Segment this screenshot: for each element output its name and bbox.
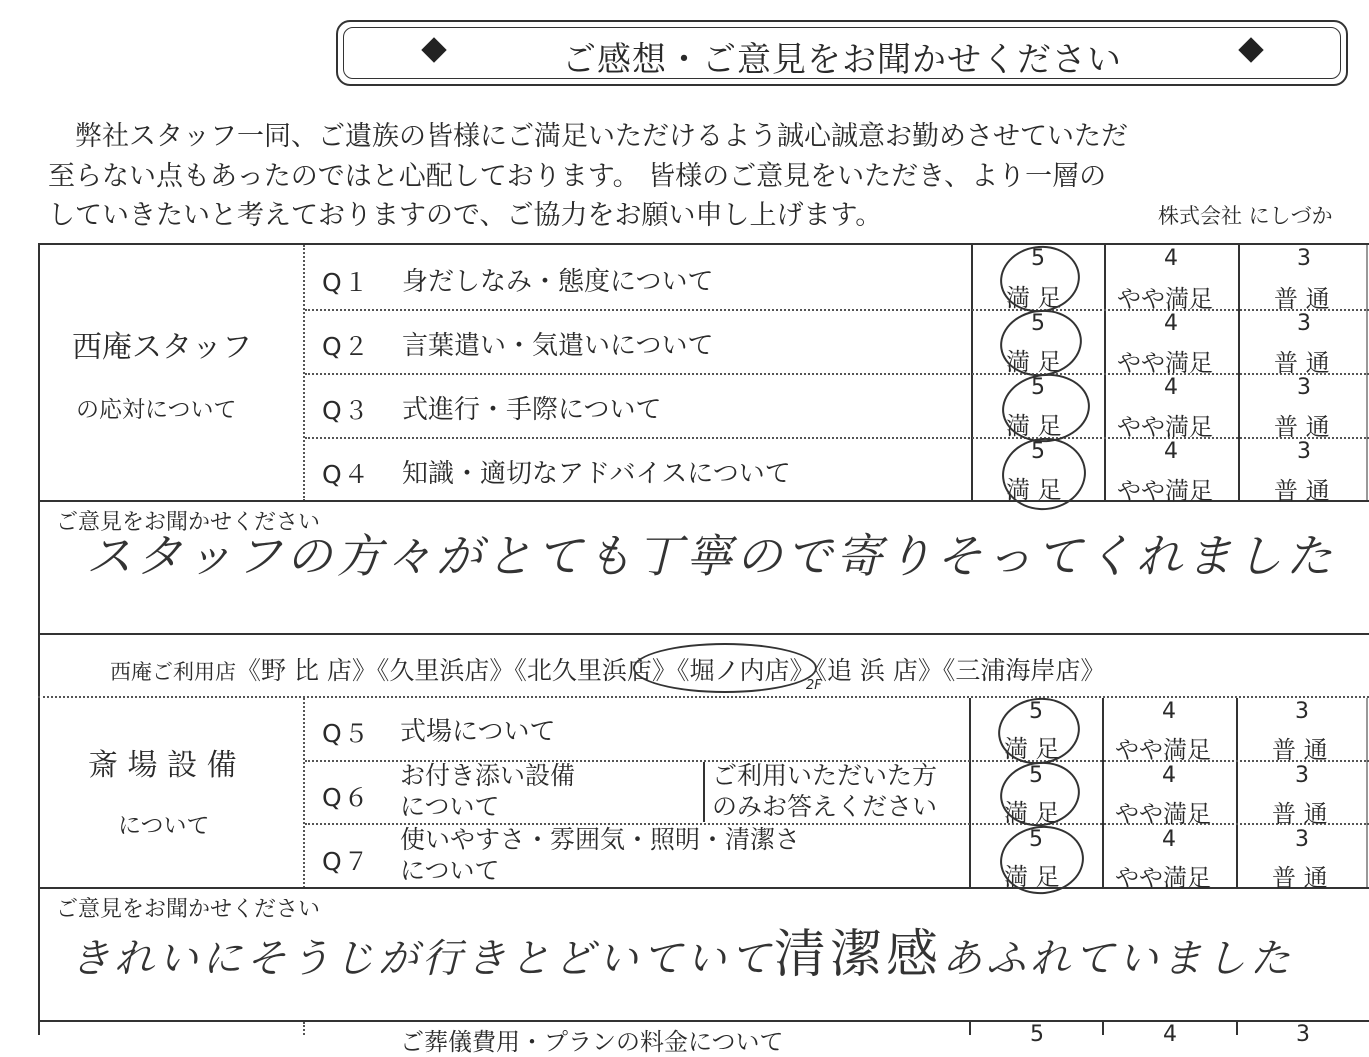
comment-part-2: 清潔感	[774, 925, 943, 985]
rating-5-label[interactable]: 満 足	[1004, 799, 1060, 827]
store-option-kitakurihama[interactable]: 《北久里浜店》	[514, 656, 677, 685]
rating-5-label[interactable]: 満 足	[1006, 476, 1062, 504]
rating-3-label[interactable]: 普 通	[1272, 800, 1328, 828]
store-list	[110, 651, 1105, 687]
section1-comment-label: ご意見をお聞かせください	[56, 510, 321, 535]
rating-4-number: 4	[1164, 375, 1178, 400]
section2-category: 斎 場 設 備	[88, 748, 237, 783]
section2-category-sub: について	[118, 813, 210, 839]
store-prefix: 西庵ご利用店	[110, 660, 236, 684]
rating-3-label[interactable]: 普 通	[1272, 864, 1328, 892]
rating-5-number: 5	[1031, 246, 1045, 271]
rating-4-number: 4	[1164, 439, 1178, 464]
cutoff-row-5: 5	[1030, 1022, 1044, 1047]
form-title-box	[336, 20, 1348, 86]
rating-3-number: 3	[1295, 763, 1309, 788]
section1-comment-handwriting[interactable]: スタッフの方々がとても丁寧ので寄りそってくれました	[86, 529, 1336, 583]
q2-number: Q２	[322, 332, 371, 361]
rating-5-number: 5	[1029, 699, 1043, 724]
section2-comment-handwriting[interactable]	[70, 912, 1294, 987]
section2-comment-label: ご意見をお聞かせください	[56, 897, 321, 922]
store-option-miura[interactable]: 《三浦海岸店》	[942, 656, 1106, 685]
rating-3-label[interactable]: 普 通	[1272, 736, 1328, 764]
section1-category-sub: の応対について	[76, 397, 237, 423]
rating-3-number: 3	[1297, 439, 1311, 464]
intro-line-3: していきたいと考えておりますので、ご協力をお願い申し上げます。	[48, 200, 883, 231]
rating-5-number: 5	[1029, 763, 1043, 788]
form-title: ご感想・ご意見をお聞かせください	[562, 40, 1122, 80]
rating-3-label[interactable]: 普 通	[1274, 349, 1330, 377]
store-option-kurihama[interactable]: 《久里浜店》	[376, 656, 515, 685]
q6-number: Q６	[322, 783, 371, 812]
rating-5-label[interactable]: 満 足	[1006, 412, 1062, 440]
q4-number: Q４	[322, 460, 371, 489]
intro-line-1: 弊社スタッフ一同、ご遺族の皆様にご満足いただけるよう誠心誠意お勤めさせていただ	[75, 121, 1128, 152]
q6-text-line2: について	[400, 792, 500, 821]
rating-5-number: 5	[1031, 375, 1045, 400]
rating-4-label[interactable]: やや満足	[1117, 349, 1213, 377]
intro-line-2: 至らない点もあったのではと心配しております。 皆様のご意見をいただき、より一層の	[48, 161, 1107, 192]
rating-5-number: 5	[1029, 827, 1043, 852]
q3-text: 式進行・手際について	[402, 395, 662, 425]
rating-5-label[interactable]: 満 足	[1006, 284, 1062, 312]
rating-4-label[interactable]: やや満足	[1115, 864, 1211, 892]
q6-note-line1: ご利用いただいた方	[712, 761, 938, 790]
rating-4-label[interactable]: やや満足	[1117, 285, 1213, 313]
q3-number: Q３	[322, 396, 371, 425]
store-option-horinouchi[interactable]: 《堀ノ内店》	[676, 656, 815, 685]
q2-text: 言葉遣い・気遣いについて	[402, 331, 714, 361]
store-selected-circle	[633, 643, 817, 693]
q4-text: 知識・適切なアドバイスについて	[402, 459, 791, 489]
q5-text: 式場について	[400, 717, 556, 747]
comment-part-3: あふれていました	[942, 936, 1295, 982]
rating-4-number: 4	[1162, 699, 1176, 724]
q6-note-line2: のみお答えください	[712, 792, 938, 821]
store-option-oppama[interactable]: 《追 浜 店》	[814, 656, 943, 685]
q6-text-line1: お付き添い設備	[400, 761, 576, 790]
cutoff-row-3: 3	[1296, 1022, 1310, 1047]
rating-5-label[interactable]: 満 足	[1006, 348, 1062, 376]
q1-number: Q１	[322, 268, 371, 297]
q7-text-line2: について	[400, 856, 500, 885]
rating-3-label[interactable]: 普 通	[1274, 285, 1330, 313]
rating-4-number: 4	[1164, 246, 1178, 271]
rating-4-label[interactable]: やや満足	[1117, 413, 1213, 441]
cutoff-row-text: ご葬儀費用・プランの料金について	[400, 1028, 784, 1056]
rating-3-number: 3	[1295, 699, 1309, 724]
rating-5-label[interactable]: 満 足	[1004, 863, 1060, 891]
rating-5-number: 5	[1031, 311, 1045, 336]
section1-category: 西庵スタッフ	[72, 330, 252, 365]
rating-3-label[interactable]: 普 通	[1274, 413, 1330, 441]
rating-4-label[interactable]: やや満足	[1117, 477, 1213, 505]
store-option-nobi[interactable]: 《野 比 店》	[236, 656, 377, 685]
rating-4-label[interactable]: やや満足	[1115, 800, 1211, 828]
rating-3-number: 3	[1297, 375, 1311, 400]
rating-4-number: 4	[1162, 827, 1176, 852]
rating-4-label[interactable]: やや満足	[1115, 736, 1211, 764]
q7-text-line1: 使いやすさ・雰囲気・照明・清潔さ	[400, 825, 801, 854]
cutoff-row-4: 4	[1163, 1022, 1177, 1047]
comment-part-1: きれいにそうじが行きとどいていて	[70, 936, 774, 982]
rating-3-number: 3	[1297, 311, 1311, 336]
store-note: 2F	[806, 678, 822, 693]
rating-4-number: 4	[1164, 311, 1178, 336]
q5-number: Q５	[322, 719, 371, 748]
rating-4-number: 4	[1162, 763, 1176, 788]
rating-3-number: 3	[1295, 827, 1309, 852]
q1-text: 身だしなみ・態度について	[402, 267, 714, 297]
q7-number: Q７	[322, 847, 371, 876]
rating-5-number: 5	[1031, 439, 1045, 464]
rating-5-label[interactable]: 満 足	[1004, 735, 1060, 763]
rating-3-number: 3	[1297, 246, 1311, 271]
company-name: 株式会社 にしづか	[1158, 204, 1333, 228]
rating-3-label[interactable]: 普 通	[1274, 477, 1330, 505]
